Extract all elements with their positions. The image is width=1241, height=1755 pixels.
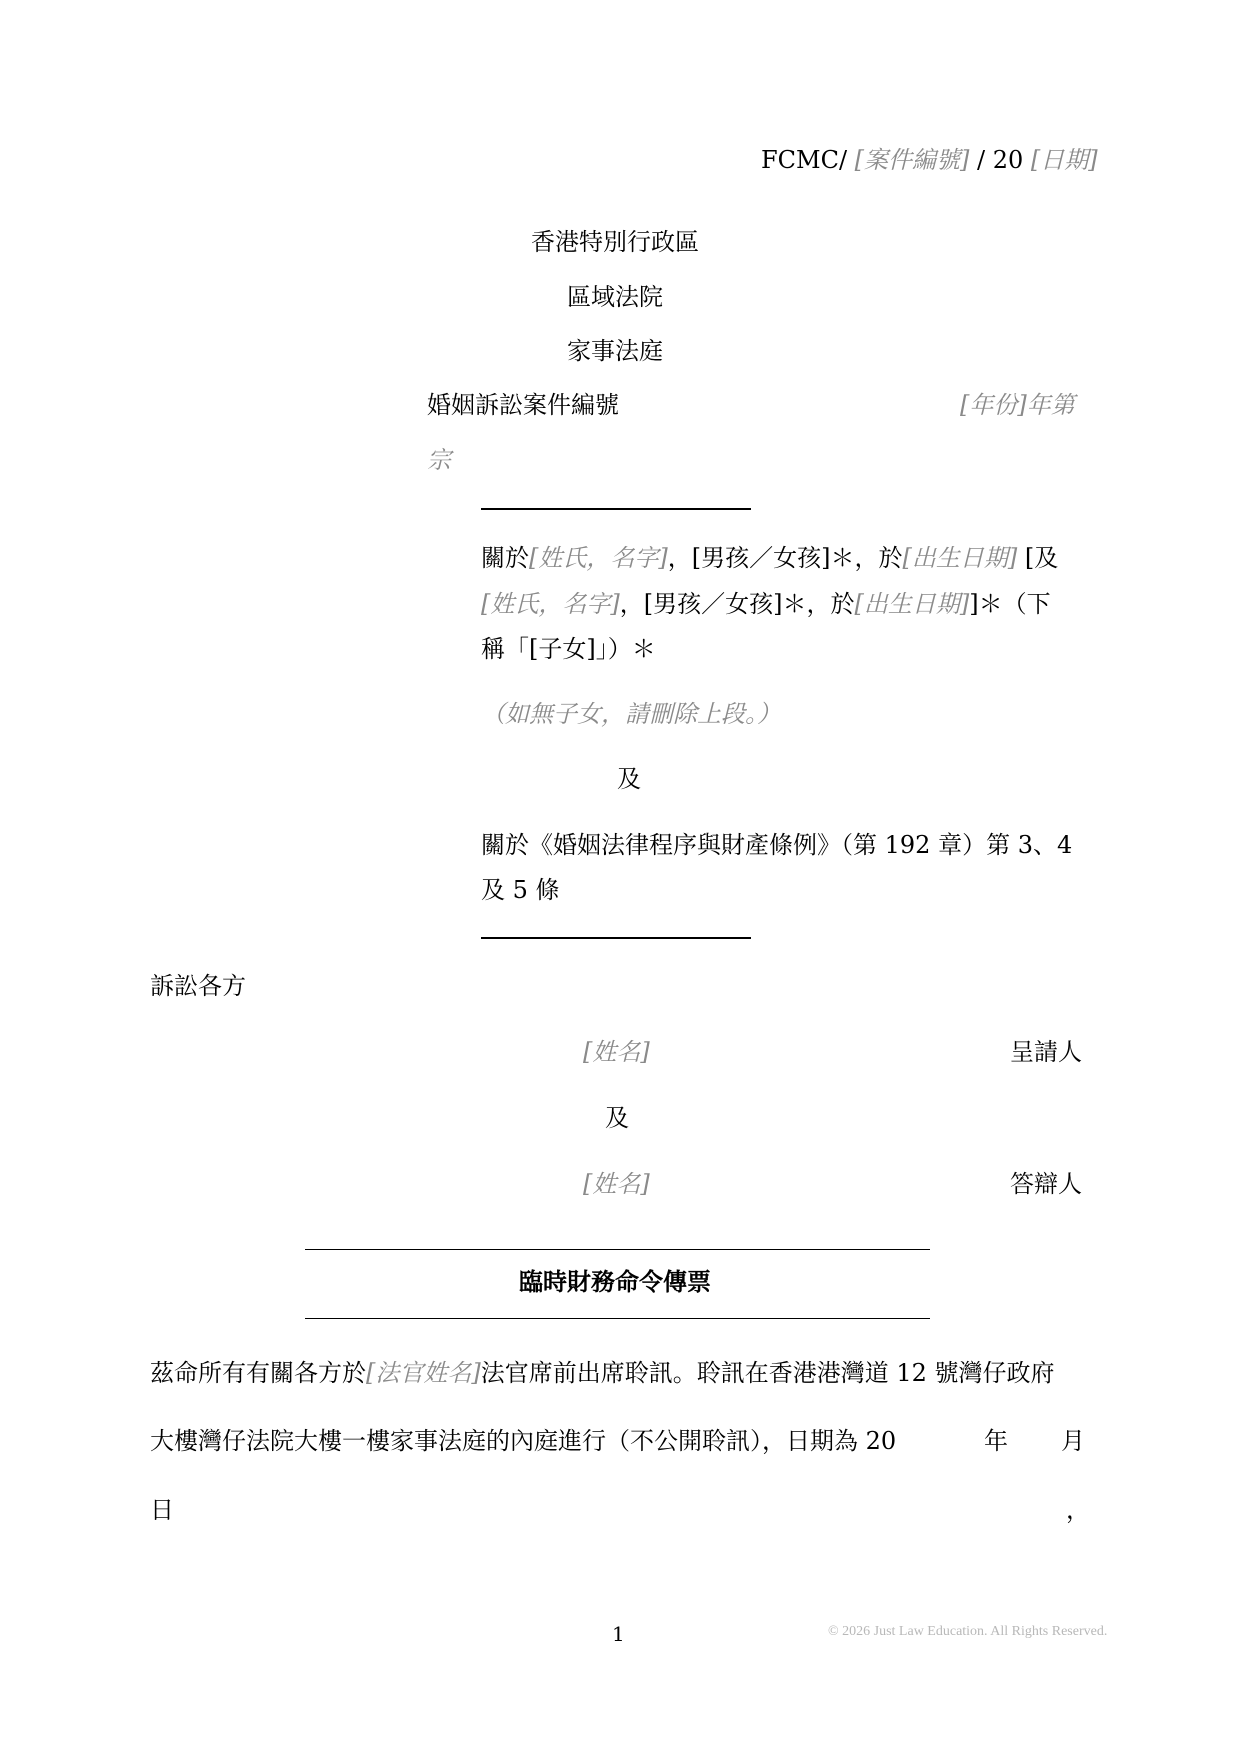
matter-children-line2 [481,592,1051,616]
matter-text: 關於 [481,544,529,572]
ordinance-line1: 關於《婚姻法律程序與財產條例》（第 192 章）第 3、4 [481,831,1073,859]
summons-text: 茲命所有有關各方於 [150,1359,366,1387]
child-name-placeholder: [姓氏，名字] [481,590,620,618]
child-name-placeholder: [姓氏，名字] [529,544,668,572]
court-line-family-court: 家事法庭 [567,337,663,365]
child-dob-placeholder: [出生日期] [854,590,970,618]
matter-and: 及 [617,765,641,793]
hearing-year-label: 年 [984,1427,1008,1455]
matter-text: ，[男孩／女孩]＊，於 [619,590,855,618]
case-number-placeholder: [案件編號] [854,146,970,174]
title-top-rule [305,1249,930,1250]
court-line-hksar: 香港特別行政區 [531,228,699,256]
petitioner-role: 呈請人 [1010,1038,1082,1066]
case-date-placeholder: [日期] [1030,146,1098,174]
hearing-month-label: 月 [1061,1427,1085,1455]
case-reference [761,148,1098,172]
copyright-notice: © 2026 Just Law Education. All Rights Reserved. [828,1624,1108,1639]
matter-text: ]＊（下 [969,590,1051,618]
summons-line1 [150,1361,1055,1385]
page-number: 1 [612,1622,625,1646]
parties-and: 及 [605,1104,629,1132]
judge-name-placeholder: [法官姓名] [366,1359,481,1387]
matter-text: [及 [1017,544,1059,572]
summons-text: 法官席前出席聆訊。聆訊在香港港灣道 12 號灣仔政府 [480,1359,1055,1387]
summons-line2: 大樓灣仔法院大樓一樓家事法庭的內庭進行（不公開聆訊），日期為 20 [150,1427,897,1455]
respondent-role: 答辯人 [1010,1170,1082,1198]
title-bottom-rule [305,1318,930,1319]
matter-children-line1 [481,546,1058,570]
court-line-district-court: 區域法院 [567,283,663,311]
action-year [960,393,1075,417]
ordinance-line2: 及 5 條 [481,876,560,904]
divider-rule [481,508,751,510]
year-suffix: 年第 [1026,391,1075,419]
petitioner-name-placeholder: [姓名] [583,1038,650,1066]
child-dob-placeholder: [出生日期] [902,544,1018,572]
divider-rule [481,937,751,939]
respondent-name-placeholder: [姓名] [583,1170,650,1198]
year-placeholder: [年份] [960,391,1027,419]
case-ref-prefix: FCMC/ [761,146,855,174]
hearing-comma: ， [1066,1496,1090,1524]
action-number-label: 婚姻訴訟案件編號 [427,391,619,419]
hearing-day-label: 日 [150,1496,174,1524]
document-title: 臨時財務命令傳票 [519,1267,711,1296]
action-zong: 宗 [427,446,451,474]
matter-children-line3: 稱「[子女]」）＊ [481,635,656,663]
matter-text: ，[男孩／女孩]＊，於 [667,544,903,572]
case-ref-mid: / 20 [969,146,1031,174]
delete-instruction-note: （如無子女，請刪除上段。） [481,700,781,728]
parties-heading: 訴訟各方 [150,972,246,1000]
